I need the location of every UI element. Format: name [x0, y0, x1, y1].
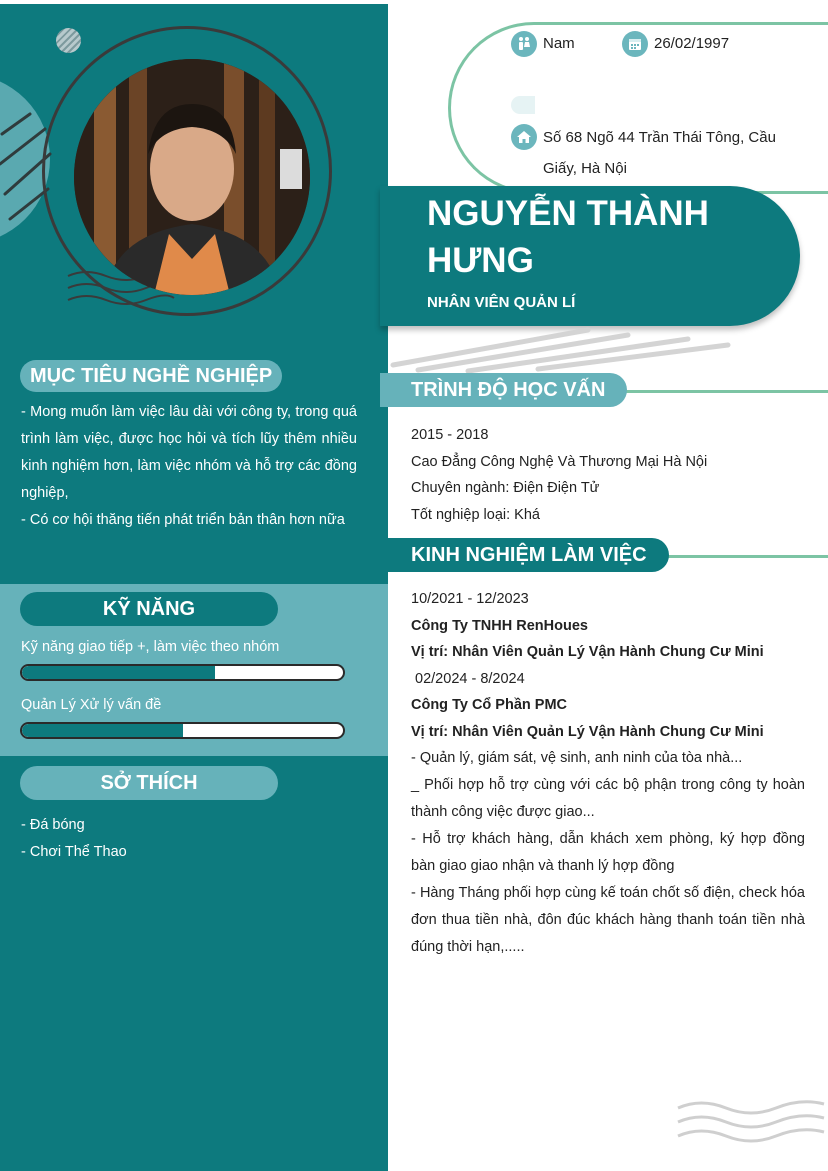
- education-period: 2015 - 2018: [411, 427, 489, 443]
- education-block: [411, 422, 805, 528]
- stamp-lines-bottom: [676, 1094, 826, 1144]
- education-major: Chuyên ngành: Điện Điện Tử: [411, 480, 600, 496]
- full-name: NGUYỄN THÀNH HƯNG: [427, 194, 709, 280]
- duty-item: - Hỗ trợ khách hàng, dẫn khách xem phòng, ký hợp đồng bàn giao giao nhận và thanh lý hợp đồng: [411, 831, 805, 874]
- skill-label-2: Quản Lý Xử lý vấn đề: [21, 697, 162, 713]
- duty-item: _ Phối hợp hỗ trợ cùng với các bộ phận trong công ty hoàn thành công việc được giao...: [411, 777, 805, 820]
- gender-icon: [511, 31, 537, 57]
- career-text-1: - Mong muốn làm việc lâu dài với công ty, trong quá trình làm việc, được học hỏi và tích lũy thêm nhiều kinh nghiệm hơn, làm việc nhóm và hỗ trợ các đồng nghiệp,: [21, 404, 357, 501]
- job-company: Công Ty TNHH RenHoues: [411, 617, 588, 634]
- calendar-icon: [622, 31, 648, 57]
- home-icon: [511, 124, 537, 150]
- address-text: Số 68 Ngõ 44 Trần Thái Tông, Cầu Giấy, Hà Nội: [543, 129, 776, 177]
- skill-fill-2: [22, 724, 183, 737]
- career-heading: MỤC TIÊU NGHỀ NGHIỆP: [20, 360, 282, 392]
- education-heading: TRÌNH ĐỘ HỌC VẤN: [380, 373, 627, 407]
- hobbies-heading: SỞ THÍCH: [20, 766, 278, 800]
- profile-photo: [74, 59, 310, 295]
- job-company: Công Ty Cổ Phần PMC: [411, 697, 568, 713]
- job-period: 10/2021 - 12/2023: [411, 591, 529, 607]
- skill-bar-1: [20, 664, 345, 681]
- education-grade: Tốt nghiệp loại: Khá: [411, 506, 540, 523]
- experience-duties: [411, 745, 805, 961]
- left-column: [0, 4, 388, 1171]
- gender-text: Nam: [543, 35, 575, 52]
- job-period: 02/2024 - 8/2024: [411, 670, 525, 687]
- blank-icon: [511, 96, 535, 114]
- birthdate-text: 26/02/1997: [654, 35, 730, 52]
- experience-heading: KINH NGHIỆM LÀM VIỆC: [380, 538, 669, 572]
- experience-block: [411, 586, 805, 745]
- education-school: Cao Đẳng Công Nghệ Và Thương Mại Hà Nội: [411, 453, 708, 470]
- career-text: [21, 399, 357, 534]
- job-position: Vị trí: Nhân Viên Quản Lý Vận Hành Chung Cư Mini: [411, 723, 764, 740]
- skills-heading: KỸ NĂNG: [20, 592, 278, 626]
- skill-fill-1: [22, 666, 215, 679]
- duty-item: - Hàng Tháng phối hợp cùng kế toán chốt số điện, check hóa đơn thua tiền nhà, đôn đúc khách hàng thanh toán tiền nhà đúng thời hạn,.....: [411, 885, 805, 955]
- education-rule: [600, 390, 828, 393]
- career-text-2: - Có cơ hội thăng tiến phát triển bản thân hơn nữa: [21, 512, 345, 528]
- decorative-dot: [56, 28, 81, 53]
- job-position: Vị trí: Nhân Viên Quản Lý Vận Hành Chung Cư Mini: [411, 644, 764, 660]
- hobby-list: [21, 812, 127, 866]
- duty-item: - Quản lý, giám sát, vệ sinh, anh ninh của tòa nhà...: [411, 750, 743, 766]
- skill-bar-2: [20, 722, 345, 739]
- hobby-item: - Đá bóng: [21, 817, 85, 833]
- skill-label-1: Kỹ năng giao tiếp +, làm việc theo nhóm: [21, 639, 280, 655]
- job-title: NHÂN VIÊN QUẢN LÍ: [427, 294, 576, 311]
- brush-strokes-banner: [388, 325, 748, 375]
- hobby-item: - Chơi Thể Thao: [21, 844, 127, 860]
